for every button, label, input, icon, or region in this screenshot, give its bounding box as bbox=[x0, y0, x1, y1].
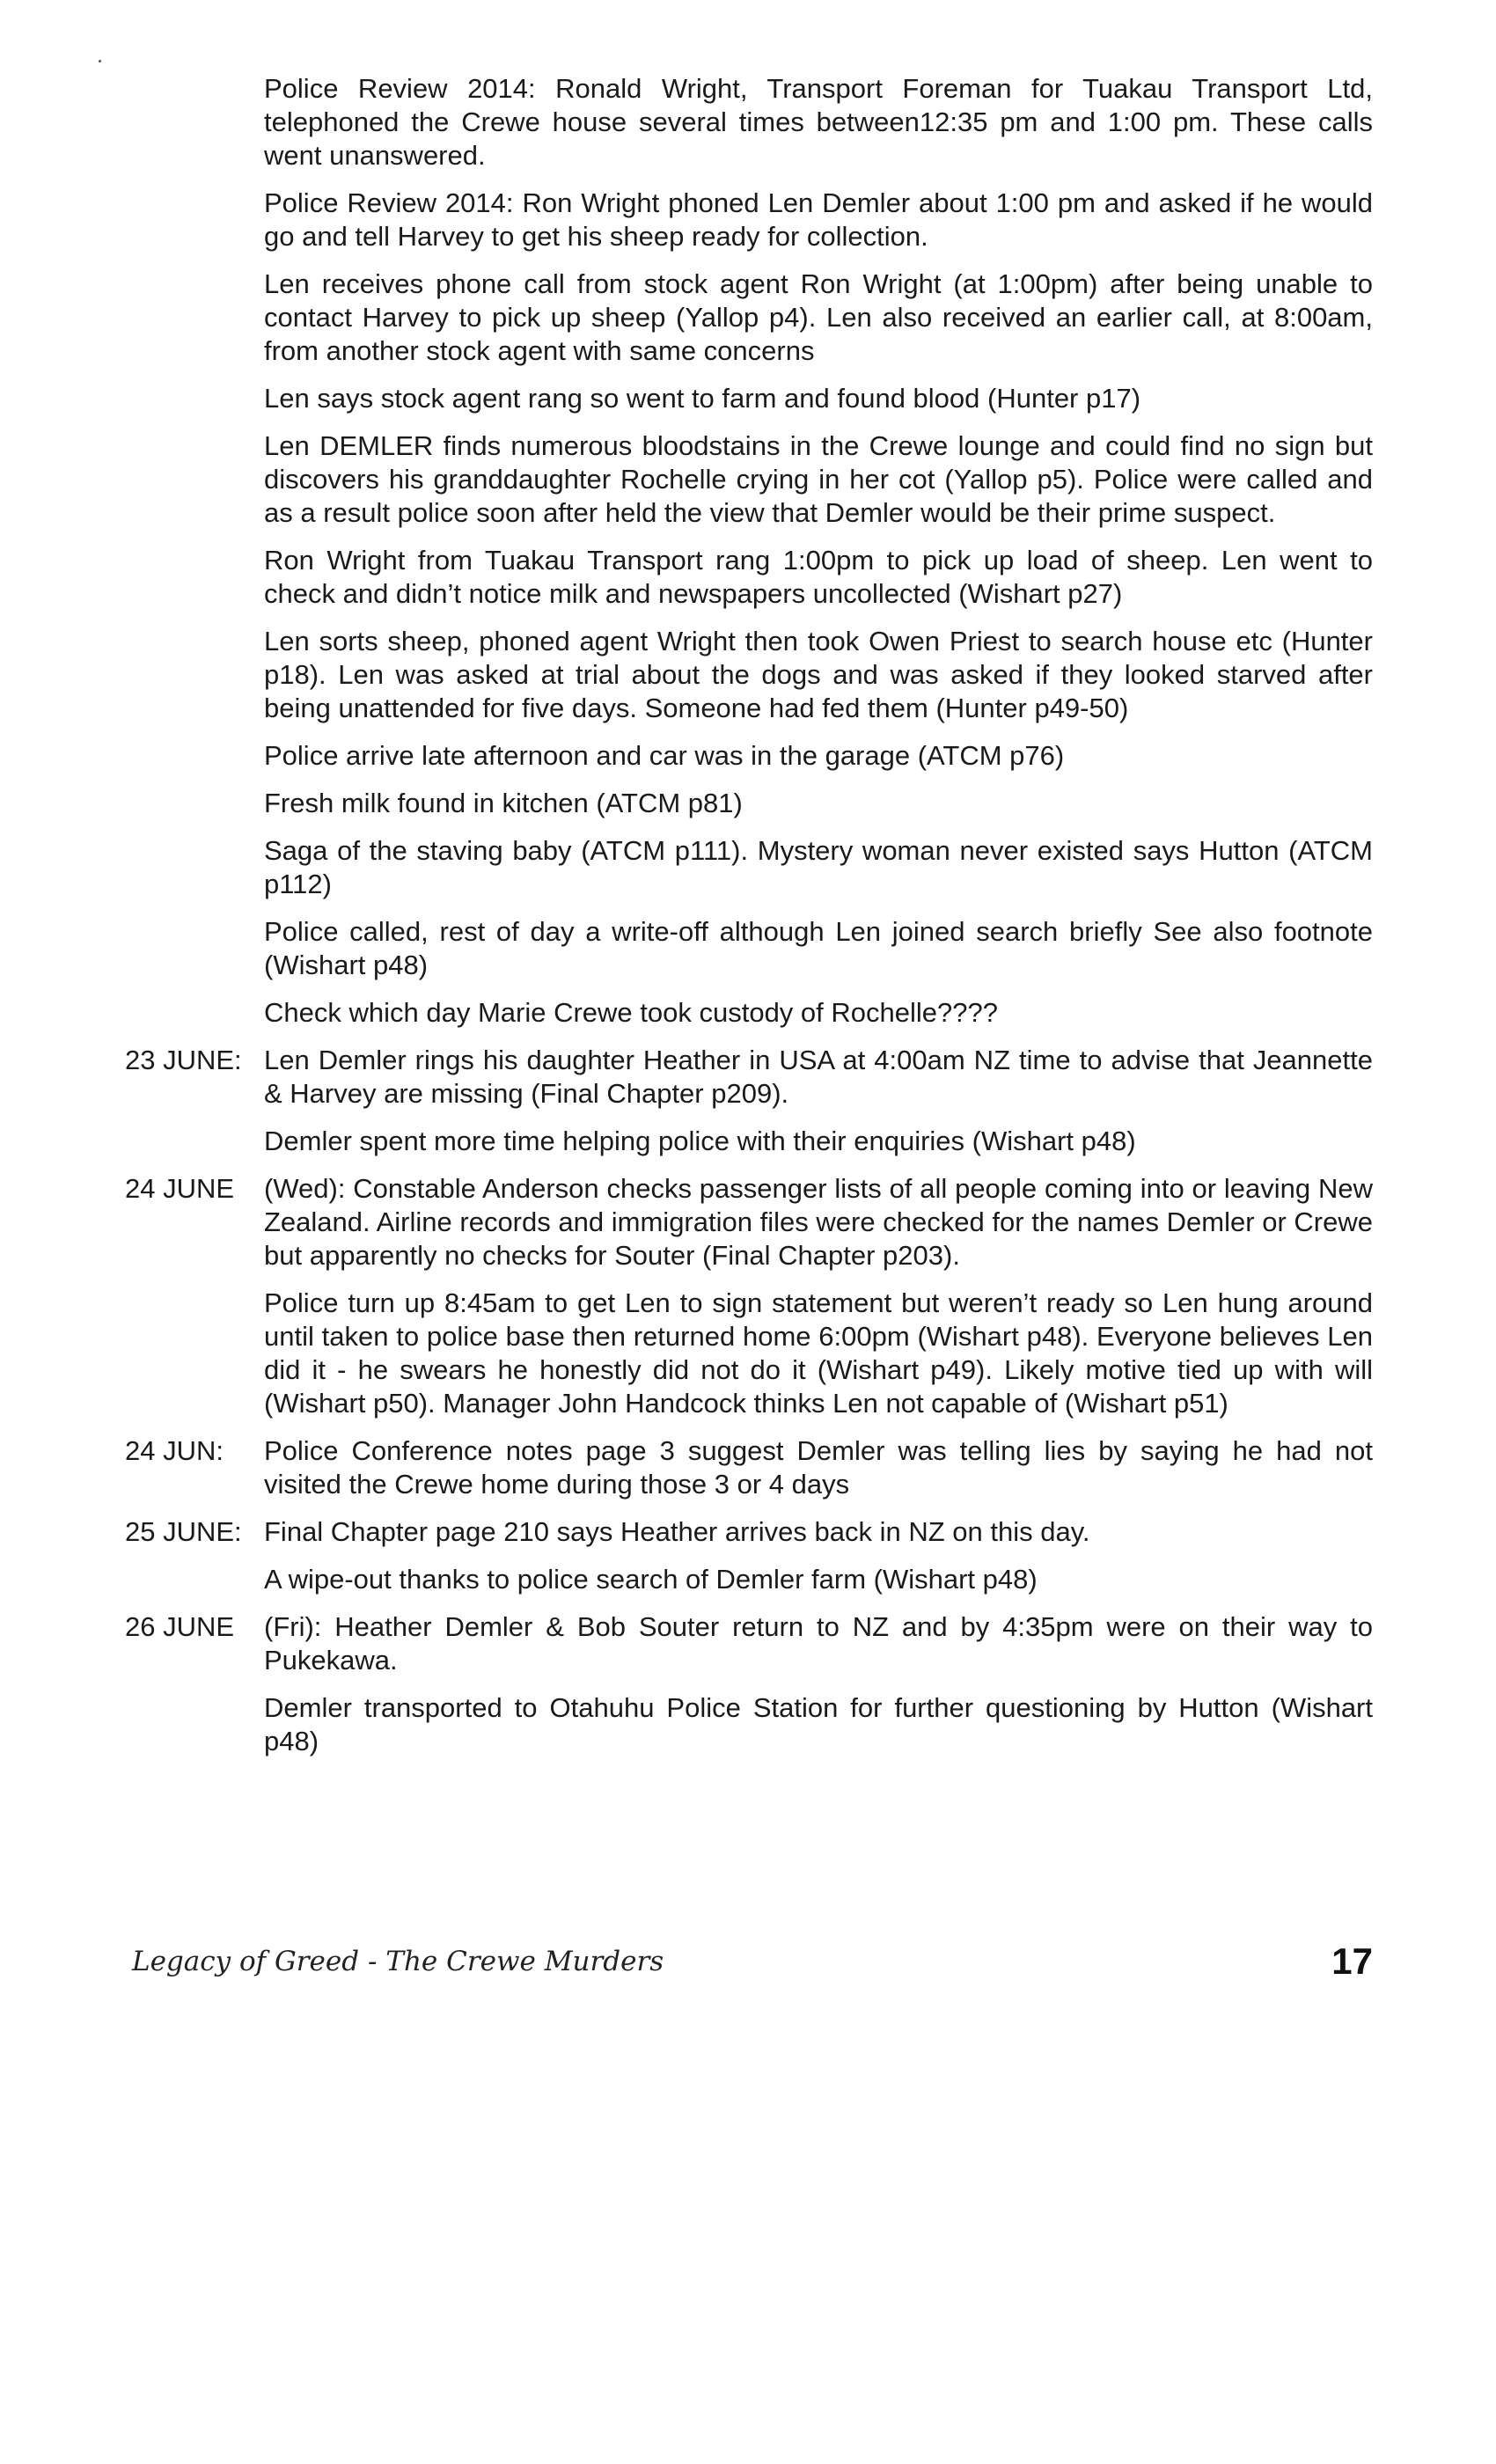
timeline-entry bbox=[125, 739, 1373, 773]
entry-text: Check which day Marie Crewe took custody of Rochelle???? bbox=[264, 997, 998, 1028]
entry-text: (Wed): Constable Anderson checks passenger lists of all people coming into or leaving New Zealand. Airline records and immigration files were checked for the names Demler or Crewe but apparently no checks for Souter (Final Chapter p203). bbox=[264, 1173, 1373, 1271]
timeline-entry bbox=[125, 429, 1373, 530]
timeline-entry bbox=[125, 1515, 1373, 1549]
entry-text: Police called, rest of day a write-off although Len joined search briefly See also footnote (Wishart p48) bbox=[264, 916, 1373, 980]
entry-date bbox=[125, 429, 264, 530]
timeline-entry bbox=[125, 915, 1373, 982]
scan-speck bbox=[99, 60, 101, 62]
entry-date bbox=[125, 382, 264, 415]
entry-date bbox=[125, 787, 264, 820]
entry-text: A wipe-out thanks to police search of Demler farm (Wishart p48) bbox=[264, 1564, 1038, 1595]
timeline-entry bbox=[125, 1172, 1373, 1272]
entry-text: Police arrive late afternoon and car was in the garage (ATCM p76) bbox=[264, 740, 1065, 771]
entry-date bbox=[125, 1125, 264, 1158]
entry-date bbox=[125, 625, 264, 725]
timeline-entry bbox=[125, 787, 1373, 820]
entry-text: Fresh milk found in kitchen (ATCM p81) bbox=[264, 788, 743, 818]
entry-date bbox=[125, 1563, 264, 1596]
entry-date bbox=[125, 1691, 264, 1758]
timeline-entry bbox=[125, 625, 1373, 725]
entry-text: Len sorts sheep, phoned agent Wright then took Owen Priest to search house etc (Hunter p18). Len was asked at trial about the dogs and was asked if they looked starved after being unattended for five days. Someone had fed them (Hunter p49-50) bbox=[264, 626, 1373, 723]
entry-date: 24 JUN: bbox=[125, 1435, 224, 1466]
entry-date bbox=[125, 544, 264, 611]
entry-text: Demler transported to Otahuhu Police Station for further questioning by Hutton (Wishart p48) bbox=[264, 1692, 1373, 1756]
entry-date: 23 JUNE: bbox=[125, 1045, 242, 1075]
timeline-entry bbox=[125, 1287, 1373, 1420]
entry-date: 26 JUNE bbox=[125, 1611, 235, 1642]
timeline-entry bbox=[125, 1563, 1373, 1596]
entry-date: 25 JUNE: bbox=[125, 1516, 242, 1547]
timeline-entry bbox=[125, 1044, 1373, 1111]
entry-text: Ron Wright from Tuakau Transport rang 1:00pm to pick up load of sheep. Len went to check and didn’t notice milk and newspapers uncollected (Wishart p27) bbox=[264, 545, 1373, 609]
timeline-entry bbox=[125, 187, 1373, 253]
entry-date bbox=[125, 1287, 264, 1420]
entry-text: Len says stock agent rang so went to farm and found blood (Hunter p17) bbox=[264, 383, 1141, 414]
timeline-entry bbox=[125, 382, 1373, 415]
entry-date bbox=[125, 996, 264, 1030]
timeline-entry bbox=[125, 72, 1373, 172]
entry-date bbox=[125, 915, 264, 982]
entry-date: 24 JUNE bbox=[125, 1173, 235, 1204]
timeline-entries bbox=[125, 72, 1373, 1772]
timeline-entry bbox=[125, 996, 1373, 1030]
timeline-entry bbox=[125, 1434, 1373, 1501]
entry-text: (Fri): Heather Demler & Bob Souter return to NZ and by 4:35pm were on their way to Pukekawa. bbox=[264, 1611, 1373, 1676]
timeline-entry bbox=[125, 1125, 1373, 1158]
entry-text: Len Demler rings his daughter Heather in USA at 4:00am NZ time to advise that Jeannette & Harvey are missing (Final Chapter p209). bbox=[264, 1045, 1373, 1109]
timeline-entry bbox=[125, 544, 1373, 611]
entry-date bbox=[125, 834, 264, 901]
entry-text: Len receives phone call from stock agent Ron Wright (at 1:00pm) after being unable to contact Harvey to pick up sheep (Yallop p4). Len also received an earlier call, at 8:00am, from another stock agent with same concerns bbox=[264, 268, 1373, 366]
entry-text: Final Chapter page 210 says Heather arrives back in NZ on this day. bbox=[264, 1516, 1090, 1547]
timeline-entry bbox=[125, 1691, 1373, 1758]
timeline-entry bbox=[125, 1610, 1373, 1677]
timeline-entry bbox=[125, 268, 1373, 368]
entry-text: Police Conference notes page 3 suggest Demler was telling lies by saying he had not visited the Crewe home during those 3 or 4 days bbox=[264, 1435, 1373, 1500]
entry-text: Demler spent more time helping police with their enquiries (Wishart p48) bbox=[264, 1126, 1136, 1156]
entry-text: Police turn up 8:45am to get Len to sign statement but weren’t ready so Len hung around until taken to police base then returned home 6:00pm (Wishart p48). Everyone believes Len did it - he swears he honestly did not do it (Wishart p49). Likely motive tied up with will (Wishart p50). Manager John Handcock thinks Len not capable of (Wishart p51) bbox=[264, 1287, 1373, 1419]
entry-text: Saga of the staving baby (ATCM p111). Mystery woman never existed says Hutton (ATCM p112) bbox=[264, 835, 1373, 899]
page-footer bbox=[132, 1940, 1373, 1993]
page-number: 17 bbox=[1331, 1940, 1373, 1982]
footer-book-title: Legacy of Greed - The Crewe Murders bbox=[132, 1946, 664, 1977]
entry-date bbox=[125, 72, 264, 172]
entry-date bbox=[125, 739, 264, 773]
entry-text: Police Review 2014: Ronald Wright, Transport Foreman for Tuakau Transport Ltd, telephoned the Crewe house several times between12:35 pm and 1:00 pm. These calls went unanswered. bbox=[264, 73, 1373, 171]
entry-date bbox=[125, 268, 264, 368]
entry-text: Police Review 2014: Ron Wright phoned Len Demler about 1:00 pm and asked if he would go and tell Harvey to get his sheep ready for collection. bbox=[264, 187, 1373, 252]
entry-date bbox=[125, 187, 264, 253]
timeline-entry bbox=[125, 834, 1373, 901]
entry-text: Len DEMLER finds numerous bloodstains in the Crewe lounge and could find no sign but discovers his granddaughter Rochelle crying in her cot (Yallop p5). Police were called and as a result police soon after held the view that Demler would be their prime suspect. bbox=[264, 430, 1373, 528]
